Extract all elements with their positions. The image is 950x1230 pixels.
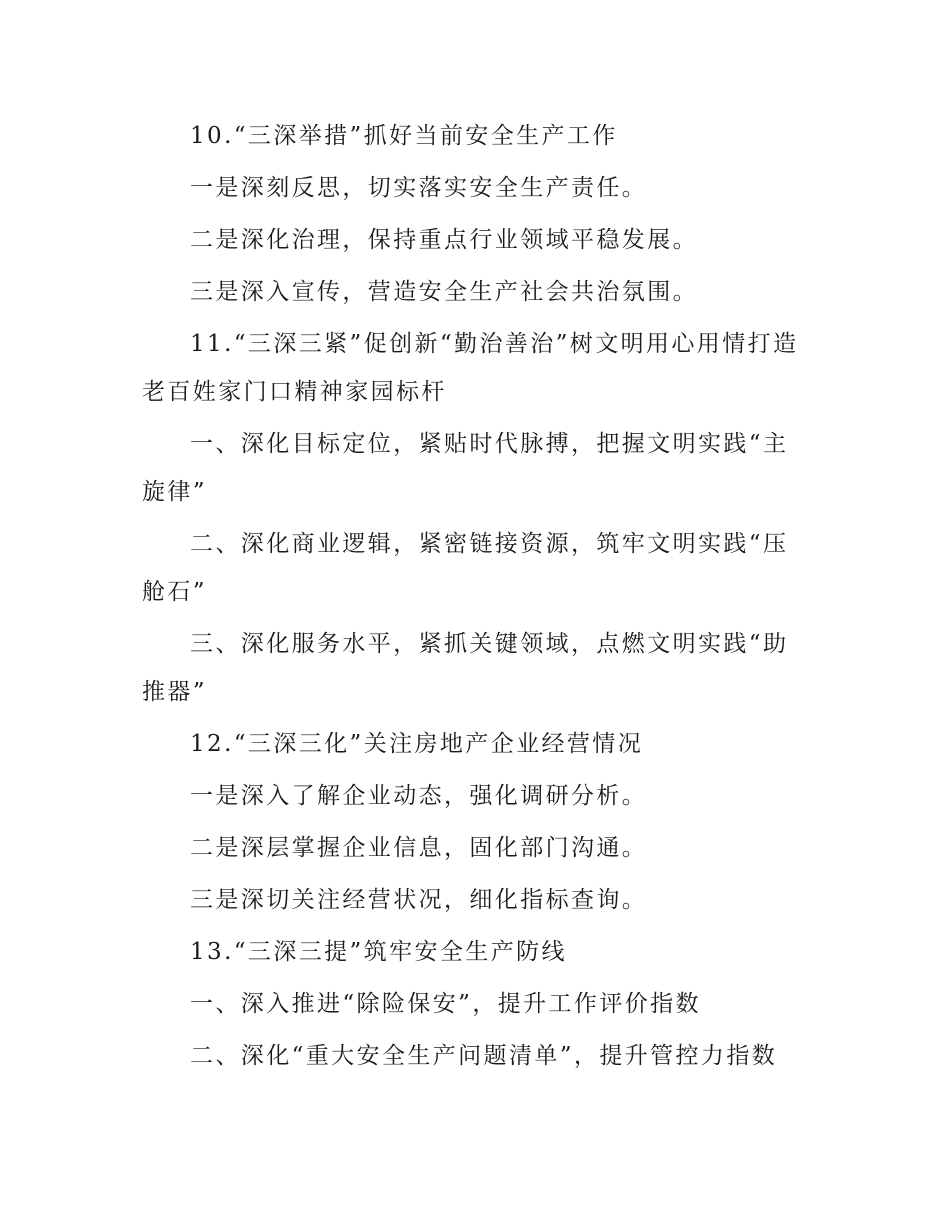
- paragraph: 三是深切关注经营状况，细化指标查询。: [190, 887, 648, 913]
- heading-10: 10.“三深举措”抓好当前安全生产工作: [190, 123, 618, 149]
- paragraph: 三是深入宣传，营造安全生产社会共治氛围。: [190, 279, 698, 305]
- paragraph: 一、深入推进“除险保安”，提升工作评价指数: [190, 991, 701, 1017]
- paragraph: 一、深化目标定位，紧贴时代脉搏，把握文明实践“主旋律”: [142, 431, 789, 505]
- paragraph: 三、深化服务水平，紧抓关键领域，点燃文明实践“助推器”: [142, 631, 789, 705]
- heading-11: 11.“三深三紧”促创新“勤治善治”树文明用心用情打造老百姓家门口精神家园标杆: [142, 331, 799, 405]
- heading-12: 12.“三深三化”关注房地产企业经营情况: [190, 731, 644, 757]
- document-body: [142, 112, 810, 1084]
- paragraph: 一是深刻反思，切实落实安全生产责任。: [190, 175, 648, 201]
- paragraph: 二、深化商业逻辑，紧密链接资源，筑牢文明实践“压舱石”: [142, 531, 789, 605]
- paragraph: 一是深入了解企业动态，强化调研分析。: [190, 783, 648, 809]
- paragraph: 二、深化“重大安全生产问题清单”，提升管控力指数: [190, 1043, 778, 1069]
- heading-13: 13.“三深三提”筑牢安全生产防线: [190, 939, 567, 965]
- paragraph: 二是深层掌握企业信息，固化部门沟通。: [190, 835, 648, 861]
- paragraph: 二是深化治理，保持重点行业领域平稳发展。: [190, 227, 698, 253]
